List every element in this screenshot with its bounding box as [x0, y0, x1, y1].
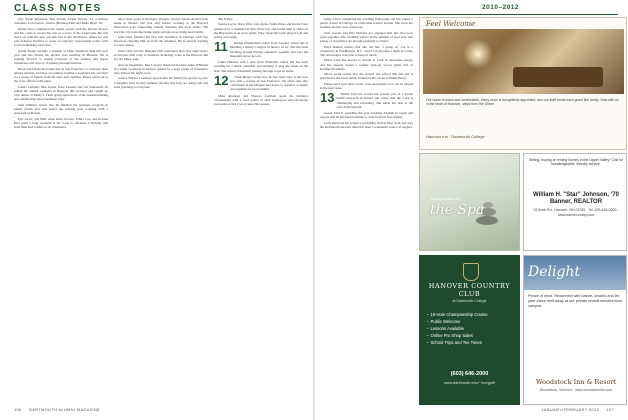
note-paragraph: Dylan Kaye completed his rookie season with the Detroit Project and has come to accept his role as a voice of the Lions fans. He will move on with his new job this fall to the Northwest, where he will join Scholars Pacifica to work on regional conservation policy with forward-thinking advocates. [14, 26, 108, 48]
years-range: 2010–2012 [482, 4, 520, 11]
note-paragraph: pity, Sarah Reynolds, Ben Ferrell, Jackie Strauss ’11, Courtney Valentine, Lola Genco, Jessica (Hermes) Hart and Mika Heyn ’10. [14, 17, 108, 26]
feel-welcome-body: Our home is warm and comfortable, every room is thoughtfully appointed, and our staff treats each guest like family. Stay with us in the heart of Hanover, steps from the Green. [426, 98, 619, 107]
note-paragraph: Mike Abergast and Theresa Lambert spent the holidays volunteering with a food pantry in their hometown and encourage everyone to find a local cause this season. [214, 93, 308, 107]
note-paragraph: Priya Raman reports that she ran into a group of ’11s at a conference in Washington, D.C., and it felt just like a night in Collis. She encourages everyone to keep in touch. [320, 44, 413, 57]
delight-headline: Delight [528, 264, 581, 280]
note-paragraph: After three years in Portland, Oregon, Jocelyn Moses moved back home to Boston last year and started working at the Harvard Innovation Lab, supporting student founders and local teams. She says the city feels like home again and she loves being near family. [114, 17, 208, 34]
class-year-number: 13 [320, 90, 335, 106]
top-rule-right [320, 14, 618, 15]
resort-contact: Woodstock, Vermont · www.woodstockinn.com [539, 388, 613, 392]
text-column-4 [320, 17, 413, 405]
realtor-contact: 15 Buck Rd., Hanover, NH 03755 · Tel. 603-643-0000 · www.banner-realty.com [533, 208, 619, 217]
delight-resort-ad[interactable] [523, 255, 627, 405]
publication-title: DARTMOUTH ALUMNI MAGAZINE [29, 407, 100, 412]
lamp-glow [463, 39, 493, 69]
club-subtitle: at Dartmouth College [452, 299, 487, 303]
note-paragraph: Also in September, Ben Lovejoy married Charlotte Anne Whitman in a small ceremony in Denver, joined by a large group of classmates who danced the night away. [114, 62, 208, 75]
feel-welcome-title: Feel Welcome [426, 20, 476, 28]
realtor-pitch: Selling, buying or renting homes in the Upper Valley? Call for knowledgeable, friendly service. [528, 158, 624, 167]
hanover-country-club-ad[interactable] [419, 255, 520, 405]
delight-body: Peace of mind. Reconnect with nature, unwind and let your cares melt away at our private retreat minutes from campus. [528, 294, 623, 308]
list-item: • School Trips and Tee Times [427, 339, 517, 346]
note-paragraph: Please send your news to the class secretaries so it can be shared in the next issue. [320, 81, 413, 90]
note-paragraph: Aaron Feld is spending the year teaching English in Japan and reports that he has been learning to cook from his host family. [320, 111, 413, 120]
note-paragraph: Adam Woehr became a resident at Ellen Skidmore Hall this past year and has started his second year teaching in Phoenix. He is looking forward to seeing everyone at the reunion and hopes classmates will stop by if passing through Arizona. [14, 48, 108, 66]
note-paragraph: Josh Ortiz finished his first half marathon in Chicago with Tay Donovan cheering him on from the sidelines. He is already training for next spring. [114, 35, 208, 48]
note-paragraph: Olivia Grant writes that she started law school this fall and is grateful for the study habits formed in the stacks of Baker-Berry. [320, 72, 413, 81]
note-paragraph: Sam Whitney writes that he finished his graduate program in public health and will spend the coming year working with a nonprofit in Boston. [14, 102, 108, 116]
lobby-photo [423, 29, 624, 94]
realtor-name-text: William H. "Star" Johnson, ’70 [533, 192, 619, 198]
note-paragraph: Rachel Zimmerman writes from London, where she is finishing a master’s degree in history of art. She has been traveling around Europe whenever possible and says the museums never get old. [229, 41, 308, 58]
note-paragraph: Emma Tran has started her second year at a global health nonprofit in Kenya and writes that the work is challenging and rewarding. She sends her best to the class from Nairobi. [336, 92, 413, 109]
advertisement-area [419, 17, 627, 405]
note-paragraph: Laurie Lemaire, Ben Gruen, Kate Lessard and Liz Saltonstall all joined the alumni weekend in Hanover this October and caught up over dinner at Molly’s. Their group spent most of the weekend hiking and reminiscing about freshman trips. [14, 84, 108, 102]
realtor-ad[interactable] [523, 153, 627, 251]
list-item: • Lessons Available [427, 325, 517, 332]
spa-ad[interactable] [419, 153, 520, 251]
club-name: HANOVER COUNTRY CLUB [428, 282, 511, 298]
resort-name: Woodstock Inn & Resort [535, 378, 617, 386]
note-paragraph: Jessica Watson Trombley reports that her family has grown by one: a daughter born in early summer. Mother and baby are doing well and send greetings to everyone. [114, 76, 208, 89]
feel-welcome-brand: Hanover Inn · Dartmouth College [426, 134, 485, 139]
note-paragraph: Julia Chen and her husband Will celebrated their first anniversary in October with a trip to Vermont, including a stop at the Hanover Inn for old times’ sake. [114, 48, 208, 62]
text-column-2 [114, 17, 208, 405]
realtor-role: Banner, REALTOR [549, 199, 603, 205]
text-column-3 [214, 17, 308, 405]
class-year-number: 12 [214, 72, 229, 88]
class-year-number: 11 [214, 39, 228, 55]
top-rule-left [14, 14, 312, 15]
note-paragraph: Eric Jacob, Nia Hall, Anna Ruiz Alvarez, Emily Carr and Kristen Piro spent a long weekend at the coast to celebrate a birthday and send their best wishes to all classmates. [14, 116, 108, 129]
club-website-link[interactable]: www.dartmouth.edu/~hcc/golf/ [444, 381, 495, 385]
club-feature-list [427, 311, 517, 346]
club-phone: (603) 646-2000 [450, 371, 489, 377]
page-gutter [313, 0, 315, 420]
text-column-1 [14, 17, 108, 405]
note-paragraph: Serena Lucas, Drew Kim, Luis Ayala, Sasha Pines and Kevin Fong gathered for a weekend in New York City and found time to cheer on the Big Green at an away game. They report the team played well and spirits were high. [214, 22, 308, 39]
sofa-shape [513, 67, 603, 87]
class-year-entry [320, 92, 413, 110]
note-paragraph: Brian and Deana Kowalski met in San Francisco to celebrate their annual reunion, and they are putting together a weekend trip out West for a group of friends from the class next summer. Please reach out to the class officers with ideas. [14, 66, 108, 84]
feel-welcome-ad[interactable] [419, 17, 627, 150]
note-paragraph: this Friday. [218, 17, 234, 21]
list-item: • Public Welcome [427, 318, 517, 325]
realtor-name [528, 192, 624, 206]
left-footer [14, 407, 100, 412]
page-number-left: 106 [14, 407, 22, 412]
right-footer [541, 407, 614, 412]
class-year-entry [214, 41, 308, 59]
spa-headline: the Spa [430, 202, 485, 218]
note-paragraph: Jamie Dulaney sent a note from Nashville, where she has been working for a music publisher and learning to play the banjo on the side. She invites classmates passing through to get in touch. [214, 60, 308, 73]
section-title: CLASS NOTES [14, 3, 102, 14]
class-year-entry [214, 72, 308, 93]
note-paragraph: Marco Lind has moved to Seattle to work in renewable energy and has already found a weekly pick-up soccer game full of Dartmouth alumni. [320, 58, 413, 71]
note-paragraph: Noah Berger writes that he has been busy at his new job with a startup in San Francisco. He often runs into classmates in the Mission and hopes to organize a regular get-together for local alumni. [230, 74, 308, 92]
issue-date: JANUARY/FEBRUARY 2013 [541, 407, 599, 412]
page-number-right: 107 [606, 407, 614, 412]
list-item: • 18-Hole Championship Course [427, 311, 517, 318]
stone-shape [483, 202, 493, 208]
note-paragraph: Leah Morrison has joined a consulting firm in New York and says the Dartmouth network there has been a wonderful source of support. [320, 120, 413, 129]
note-paragraph: Tom Garrett and Ella Mendez got engaged this fall after four years together. The wedding will be in the summer of next year, and plenty of classmates are already planning to attend. [320, 30, 413, 44]
spa-small-text: Treat yourself at [430, 196, 459, 201]
note-paragraph: Jenny Chow completed her teaching fellowship and has joined a public school in Chicago as a full-time science teacher. She loves her students and her new classroom. [320, 17, 413, 30]
list-item: • Online Pro Shop Sales [427, 332, 517, 339]
crest-icon [463, 263, 479, 281]
